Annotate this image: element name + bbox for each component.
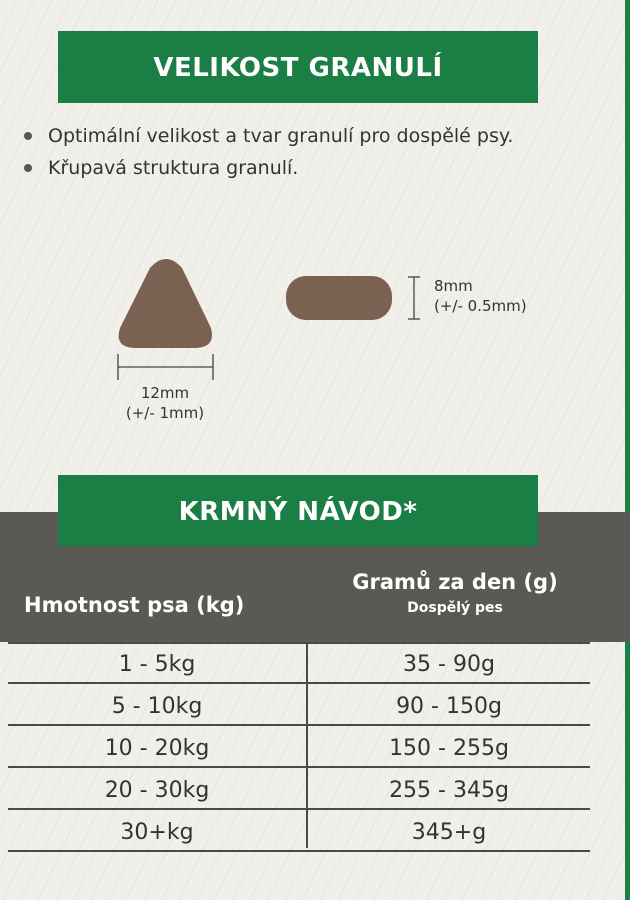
header-grams-per-day	[310, 570, 600, 616]
weight-cell: 5 - 10kg	[111, 694, 203, 719]
grams-cell: 35 - 90g	[403, 652, 495, 677]
weight-cell: 30+kg	[120, 820, 194, 845]
triangle-kibble	[119, 259, 212, 348]
list-item	[22, 152, 513, 184]
weight-cell: 20 - 30kg	[104, 778, 210, 803]
triangle-tolerance-text: (+/- 1mm)	[125, 404, 205, 422]
pill-size-label	[434, 276, 527, 316]
kibble-size-title: VELIKOST GRANULÍ	[58, 31, 538, 103]
grams-cell: 345+g	[411, 820, 487, 845]
grams-cell: 90 - 150g	[396, 694, 502, 719]
header-grams-text: Gramů za den (g)	[352, 570, 558, 594]
grams-cell: 150 - 255g	[389, 736, 509, 761]
list-item	[22, 120, 513, 152]
kibble-illustration	[0, 240, 630, 440]
pill-tolerance-text: (+/- 0.5mm)	[434, 297, 527, 315]
triangle-size-label	[120, 383, 210, 423]
header-dog-weight: Hmotnost psa (kg)	[24, 593, 245, 617]
weight-cell: 10 - 20kg	[104, 736, 210, 761]
bullet-icon	[24, 132, 32, 140]
feeding-guide-title: KRMNÝ NÁVOD*	[58, 475, 538, 546]
width-dimension-marker	[118, 354, 213, 380]
bullet-text: Optimální velikost a tvar granulí pro dospělé psy.	[48, 125, 514, 147]
grams-cell: 255 - 345g	[389, 778, 509, 803]
table-row	[8, 768, 590, 810]
height-dimension-marker	[408, 277, 420, 319]
bullet-icon	[24, 164, 32, 172]
table-row	[8, 684, 590, 726]
table-row	[8, 726, 590, 768]
weight-cell: 1 - 5kg	[118, 652, 196, 677]
feeding-table	[8, 642, 590, 852]
pill-kibble	[286, 276, 392, 320]
bullet-text: Křupavá struktura granulí.	[48, 157, 299, 179]
header-adult-dog-text: Dospělý pes	[407, 600, 503, 616]
feature-list	[22, 120, 513, 184]
triangle-width-text: 12mm	[140, 384, 190, 402]
table-row	[8, 642, 590, 684]
table-row	[8, 810, 590, 852]
pill-height-text: 8mm	[434, 277, 473, 295]
right-accent-stripe	[625, 0, 630, 900]
